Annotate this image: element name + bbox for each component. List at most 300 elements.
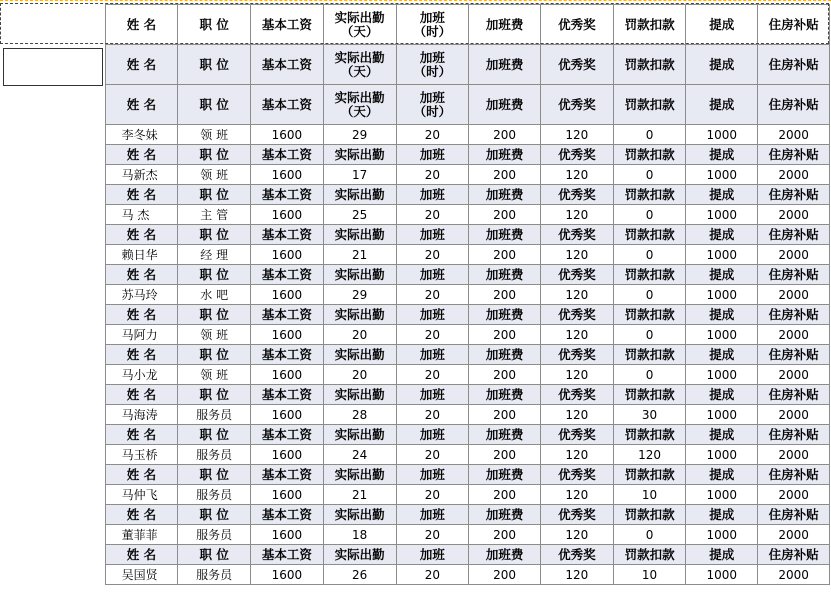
- header-cell[interactable]: 加班: [396, 425, 469, 445]
- header-cell[interactable]: 加班: [396, 145, 469, 165]
- header-cell[interactable]: 罚款扣款: [613, 145, 686, 165]
- header-cell[interactable]: 罚款扣款: [613, 5, 686, 45]
- data-cell[interactable]: 0: [613, 165, 686, 185]
- header-cell[interactable]: 职 位: [178, 505, 251, 525]
- data-cell[interactable]: 1000: [686, 245, 758, 265]
- header-cell[interactable]: 住房补贴: [758, 225, 830, 245]
- data-cell[interactable]: 18: [323, 525, 396, 545]
- employee-name-cell[interactable]: 吴国贤: [105, 565, 178, 585]
- header-cell[interactable]: 提成: [686, 465, 758, 485]
- data-cell[interactable]: 1000: [686, 485, 758, 505]
- row-gutter-cell[interactable]: [0, 265, 105, 285]
- data-cell[interactable]: 0: [613, 125, 686, 145]
- data-cell[interactable]: 1600: [251, 365, 324, 385]
- header-cell[interactable]: 提成: [686, 225, 758, 245]
- header-cell[interactable]: 姓 名: [105, 265, 178, 285]
- table-row: [0, 525, 830, 545]
- header-cell[interactable]: 职 位: [178, 225, 251, 245]
- row-gutter-cell[interactable]: [0, 425, 105, 445]
- header-cell[interactable]: 罚款扣款: [613, 185, 686, 205]
- data-cell[interactable]: 20: [396, 285, 469, 305]
- row-gutter-cell[interactable]: [0, 365, 105, 385]
- data-cell[interactable]: 200: [469, 565, 541, 585]
- header-cell[interactable]: 住房补贴: [758, 45, 830, 85]
- data-cell[interactable]: 1000: [686, 365, 758, 385]
- header-cell[interactable]: 优秀奖: [540, 5, 613, 45]
- header-cell[interactable]: 优秀奖: [540, 185, 613, 205]
- header-cell[interactable]: 优秀奖: [540, 45, 613, 85]
- data-cell[interactable]: 120: [613, 445, 686, 465]
- data-cell[interactable]: 0: [613, 285, 686, 305]
- header-cell[interactable]: 姓 名: [105, 85, 178, 125]
- data-cell[interactable]: 1000: [686, 565, 758, 585]
- header-row: [0, 5, 830, 45]
- header-cell[interactable]: 实际出勤: [323, 185, 396, 205]
- header-cell[interactable]: 实际出勤: [323, 225, 396, 245]
- data-cell[interactable]: 2000: [758, 325, 830, 345]
- data-cell[interactable]: 120: [540, 365, 613, 385]
- header-cell[interactable]: 职 位: [178, 45, 251, 85]
- data-cell[interactable]: 120: [540, 165, 613, 185]
- header-cell[interactable]: 基本工资: [251, 505, 324, 525]
- data-cell[interactable]: 17: [323, 165, 396, 185]
- header-cell[interactable]: 实际出勤 （天）: [323, 85, 396, 125]
- header-cell[interactable]: 实际出勤 （天）: [323, 45, 396, 85]
- header-cell[interactable]: 加班费: [469, 45, 541, 85]
- header-row: [0, 545, 830, 565]
- data-cell[interactable]: 26: [323, 565, 396, 585]
- header-cell[interactable]: 基本工资: [251, 45, 324, 85]
- header-cell[interactable]: 提成: [686, 45, 758, 85]
- header-row: [0, 505, 830, 525]
- data-cell[interactable]: 1600: [251, 565, 324, 585]
- data-cell[interactable]: 0: [613, 205, 686, 225]
- data-cell[interactable]: 20: [396, 365, 469, 385]
- data-cell[interactable]: 1600: [251, 125, 324, 145]
- data-cell[interactable]: 24: [323, 445, 396, 465]
- header-cell[interactable]: 加班: [396, 465, 469, 485]
- header-cell[interactable]: 住房补贴: [758, 305, 830, 325]
- header-cell[interactable]: 罚款扣款: [613, 265, 686, 285]
- header-row: [0, 45, 830, 85]
- header-cell[interactable]: 姓 名: [105, 145, 178, 165]
- data-cell[interactable]: 1600: [251, 245, 324, 265]
- header-cell[interactable]: 加班: [396, 305, 469, 325]
- data-cell[interactable]: 120: [540, 565, 613, 585]
- data-cell[interactable]: 1000: [686, 325, 758, 345]
- data-cell[interactable]: 200: [469, 165, 541, 185]
- data-cell[interactable]: 20: [396, 325, 469, 345]
- data-cell[interactable]: 200: [469, 325, 541, 345]
- employee-name-cell[interactable]: 马新杰: [105, 165, 178, 185]
- row-gutter-cell[interactable]: [0, 465, 105, 485]
- header-cell[interactable]: 优秀奖: [540, 85, 613, 125]
- data-cell[interactable]: 2000: [758, 125, 830, 145]
- header-cell[interactable]: 实际出勤: [323, 345, 396, 365]
- data-cell[interactable]: 1000: [686, 285, 758, 305]
- header-cell[interactable]: 罚款扣款: [613, 545, 686, 565]
- data-cell[interactable]: 1600: [251, 405, 324, 425]
- data-cell[interactable]: 1000: [686, 405, 758, 425]
- header-cell[interactable]: 基本工资: [251, 5, 324, 45]
- employee-name-cell[interactable]: 赖日华: [105, 245, 178, 265]
- header-cell[interactable]: 加班费: [469, 145, 541, 165]
- row-gutter-cell[interactable]: [0, 405, 105, 425]
- header-cell[interactable]: 姓 名: [105, 545, 178, 565]
- data-cell[interactable]: 200: [469, 125, 541, 145]
- data-cell[interactable]: 1600: [251, 205, 324, 225]
- header-cell[interactable]: 加班: [396, 505, 469, 525]
- header-cell[interactable]: 住房补贴: [758, 185, 830, 205]
- header-cell[interactable]: 职 位: [178, 85, 251, 125]
- employee-name-cell[interactable]: 马玉桥: [105, 445, 178, 465]
- data-cell[interactable]: 20: [323, 365, 396, 385]
- row-gutter-cell[interactable]: [0, 385, 105, 405]
- header-cell[interactable]: 基本工资: [251, 265, 324, 285]
- data-cell[interactable]: 2000: [758, 205, 830, 225]
- data-cell[interactable]: 120: [540, 125, 613, 145]
- row-gutter-cell[interactable]: [0, 225, 105, 245]
- row-gutter-cell[interactable]: [0, 125, 105, 145]
- data-cell[interactable]: 200: [469, 525, 541, 545]
- selected-cell-box[interactable]: [3, 48, 103, 86]
- header-row: [0, 265, 830, 285]
- table-row: [0, 565, 830, 585]
- header-cell[interactable]: 加班: [396, 345, 469, 365]
- row-gutter-cell[interactable]: [0, 545, 105, 565]
- header-cell[interactable]: 职 位: [178, 465, 251, 485]
- data-cell[interactable]: 服务员: [178, 565, 251, 585]
- row-gutter-cell[interactable]: [0, 5, 105, 45]
- data-cell[interactable]: 领 班: [178, 165, 251, 185]
- header-cell[interactable]: 加班: [396, 185, 469, 205]
- row-gutter-cell[interactable]: [0, 325, 105, 345]
- data-cell[interactable]: 120: [540, 525, 613, 545]
- header-cell[interactable]: 基本工资: [251, 305, 324, 325]
- data-cell[interactable]: 1600: [251, 325, 324, 345]
- header-cell[interactable]: 实际出勤: [323, 385, 396, 405]
- header-cell[interactable]: 实际出勤: [323, 545, 396, 565]
- data-cell[interactable]: 服务员: [178, 525, 251, 545]
- header-cell[interactable]: 罚款扣款: [613, 385, 686, 405]
- header-cell[interactable]: 加班费: [469, 225, 541, 245]
- spreadsheet-grid: [0, 4, 830, 585]
- header-cell[interactable]: 姓 名: [105, 385, 178, 405]
- row-gutter-cell[interactable]: [0, 245, 105, 265]
- data-cell[interactable]: 1000: [686, 165, 758, 185]
- header-cell[interactable]: 住房补贴: [758, 265, 830, 285]
- employee-name-cell[interactable]: 李冬妹: [105, 125, 178, 145]
- header-cell[interactable]: 姓 名: [105, 45, 178, 85]
- header-cell[interactable]: 实际出勤: [323, 305, 396, 325]
- header-cell[interactable]: 住房补贴: [758, 145, 830, 165]
- data-cell[interactable]: 120: [540, 485, 613, 505]
- row-gutter-cell[interactable]: [0, 445, 105, 465]
- data-cell[interactable]: 0: [613, 325, 686, 345]
- data-cell[interactable]: 200: [469, 285, 541, 305]
- header-cell[interactable]: 优秀奖: [540, 385, 613, 405]
- data-cell[interactable]: 2000: [758, 525, 830, 545]
- header-cell[interactable]: 加班费: [469, 265, 541, 285]
- header-cell[interactable]: 职 位: [178, 5, 251, 45]
- data-cell[interactable]: 25: [323, 205, 396, 225]
- row-gutter-cell[interactable]: [0, 85, 105, 125]
- data-cell[interactable]: 20: [396, 485, 469, 505]
- table-row: [0, 445, 830, 465]
- data-cell[interactable]: 20: [396, 125, 469, 145]
- data-cell[interactable]: 120: [540, 205, 613, 225]
- header-cell[interactable]: 优秀奖: [540, 505, 613, 525]
- header-cell[interactable]: 姓 名: [105, 185, 178, 205]
- row-gutter-cell[interactable]: [0, 285, 105, 305]
- data-cell[interactable]: 20: [323, 325, 396, 345]
- data-cell[interactable]: 10: [613, 565, 686, 585]
- header-cell[interactable]: 基本工资: [251, 545, 324, 565]
- header-cell[interactable]: 加班费: [469, 345, 541, 365]
- data-cell[interactable]: 1600: [251, 165, 324, 185]
- header-cell[interactable]: 姓 名: [105, 465, 178, 485]
- header-cell[interactable]: 优秀奖: [540, 465, 613, 485]
- data-cell[interactable]: 1600: [251, 485, 324, 505]
- header-cell[interactable]: 提成: [686, 425, 758, 445]
- data-cell[interactable]: 1600: [251, 525, 324, 545]
- data-cell[interactable]: 200: [469, 405, 541, 425]
- header-cell[interactable]: 住房补贴: [758, 5, 830, 45]
- header-cell[interactable]: 加班费: [469, 545, 541, 565]
- header-cell[interactable]: 提成: [686, 5, 758, 45]
- data-cell[interactable]: 29: [323, 125, 396, 145]
- header-cell[interactable]: 基本工资: [251, 465, 324, 485]
- header-cell[interactable]: 提成: [686, 385, 758, 405]
- data-cell[interactable]: 0: [613, 245, 686, 265]
- header-cell[interactable]: 加班: [396, 545, 469, 565]
- header-cell[interactable]: 职 位: [178, 425, 251, 445]
- header-row: [0, 345, 830, 365]
- table-row: [0, 485, 830, 505]
- header-cell[interactable]: 姓 名: [105, 345, 178, 365]
- header-cell[interactable]: 住房补贴: [758, 385, 830, 405]
- table-row: [0, 245, 830, 265]
- data-cell[interactable]: 2000: [758, 445, 830, 465]
- data-cell[interactable]: 21: [323, 245, 396, 265]
- header-cell[interactable]: 姓 名: [105, 305, 178, 325]
- header-cell[interactable]: 提成: [686, 265, 758, 285]
- header-cell[interactable]: 基本工资: [251, 345, 324, 365]
- header-cell[interactable]: 职 位: [178, 265, 251, 285]
- header-cell[interactable]: 基本工资: [251, 185, 324, 205]
- data-cell[interactable]: 29: [323, 285, 396, 305]
- header-cell[interactable]: 加班: [396, 225, 469, 245]
- header-cell[interactable]: 实际出勤: [323, 265, 396, 285]
- header-cell[interactable]: 实际出勤: [323, 145, 396, 165]
- header-cell[interactable]: 职 位: [178, 145, 251, 165]
- header-cell[interactable]: 提成: [686, 145, 758, 165]
- row-gutter-cell[interactable]: [0, 525, 105, 545]
- data-cell[interactable]: 10: [613, 485, 686, 505]
- data-cell[interactable]: 2000: [758, 565, 830, 585]
- header-cell[interactable]: 实际出勤: [323, 505, 396, 525]
- row-gutter-cell[interactable]: [0, 345, 105, 365]
- header-cell[interactable]: 加班 （时）: [396, 5, 469, 45]
- header-cell[interactable]: 优秀奖: [540, 425, 613, 445]
- header-cell[interactable]: 提成: [686, 185, 758, 205]
- data-cell[interactable]: 1600: [251, 445, 324, 465]
- data-cell[interactable]: 30: [613, 405, 686, 425]
- header-cell[interactable]: 优秀奖: [540, 305, 613, 325]
- header-cell[interactable]: 加班费: [469, 505, 541, 525]
- employee-name-cell[interactable]: 马仲飞: [105, 485, 178, 505]
- header-cell[interactable]: 加班: [396, 385, 469, 405]
- header-cell[interactable]: 加班费: [469, 185, 541, 205]
- row-gutter-cell[interactable]: [0, 305, 105, 325]
- header-cell[interactable]: 住房补贴: [758, 465, 830, 485]
- row-gutter-cell[interactable]: [0, 205, 105, 225]
- data-cell[interactable]: 领 班: [178, 125, 251, 145]
- data-cell[interactable]: 200: [469, 205, 541, 225]
- header-cell[interactable]: 职 位: [178, 545, 251, 565]
- row-gutter-cell[interactable]: [0, 485, 105, 505]
- data-cell[interactable]: 2000: [758, 285, 830, 305]
- employee-name-cell[interactable]: 马海涛: [105, 405, 178, 425]
- data-cell[interactable]: 21: [323, 485, 396, 505]
- header-cell[interactable]: 基本工资: [251, 225, 324, 245]
- header-cell[interactable]: 姓 名: [105, 505, 178, 525]
- header-cell[interactable]: 加班费: [469, 385, 541, 405]
- header-cell[interactable]: 罚款扣款: [613, 45, 686, 85]
- header-cell[interactable]: 罚款扣款: [613, 425, 686, 445]
- header-cell[interactable]: 实际出勤: [323, 425, 396, 445]
- header-cell[interactable]: 基本工资: [251, 425, 324, 445]
- header-cell[interactable]: 职 位: [178, 345, 251, 365]
- data-cell[interactable]: 120: [540, 325, 613, 345]
- header-cell[interactable]: 罚款扣款: [613, 85, 686, 125]
- data-cell[interactable]: 20: [396, 565, 469, 585]
- header-cell[interactable]: 职 位: [178, 185, 251, 205]
- header-cell[interactable]: 提成: [686, 505, 758, 525]
- header-cell[interactable]: 加班费: [469, 305, 541, 325]
- data-cell[interactable]: 200: [469, 445, 541, 465]
- header-cell[interactable]: 姓 名: [105, 225, 178, 245]
- header-cell[interactable]: 基本工资: [251, 85, 324, 125]
- header-cell[interactable]: 实际出勤 （天）: [323, 5, 396, 45]
- header-cell[interactable]: 加班 （时）: [396, 85, 469, 125]
- header-cell[interactable]: 加班费: [469, 425, 541, 445]
- data-cell[interactable]: 领 班: [178, 365, 251, 385]
- header-cell[interactable]: 职 位: [178, 305, 251, 325]
- data-cell[interactable]: 2000: [758, 165, 830, 185]
- employee-name-cell[interactable]: 苏马玲: [105, 285, 178, 305]
- data-cell[interactable]: 20: [396, 165, 469, 185]
- header-cell[interactable]: 住房补贴: [758, 545, 830, 565]
- data-cell[interactable]: 1000: [686, 525, 758, 545]
- header-cell[interactable]: 加班 （时）: [396, 45, 469, 85]
- data-cell[interactable]: 2000: [758, 365, 830, 385]
- header-cell[interactable]: 优秀奖: [540, 345, 613, 365]
- data-cell[interactable]: 120: [540, 245, 613, 265]
- header-cell[interactable]: 罚款扣款: [613, 505, 686, 525]
- data-cell[interactable]: 服务员: [178, 405, 251, 425]
- data-cell[interactable]: 领 班: [178, 325, 251, 345]
- row-gutter-cell[interactable]: [0, 165, 105, 185]
- data-cell[interactable]: 20: [396, 445, 469, 465]
- header-cell[interactable]: 加班: [396, 265, 469, 285]
- data-cell[interactable]: 服务员: [178, 485, 251, 505]
- header-row: [0, 145, 830, 165]
- data-cell[interactable]: 20: [396, 525, 469, 545]
- data-cell[interactable]: 1000: [686, 125, 758, 145]
- data-cell[interactable]: 0: [613, 365, 686, 385]
- header-cell[interactable]: 优秀奖: [540, 265, 613, 285]
- header-cell[interactable]: 罚款扣款: [613, 345, 686, 365]
- row-gutter-cell[interactable]: [0, 145, 105, 165]
- header-cell[interactable]: 优秀奖: [540, 225, 613, 245]
- header-cell[interactable]: 罚款扣款: [613, 465, 686, 485]
- header-row: [0, 385, 830, 405]
- data-cell[interactable]: 1000: [686, 205, 758, 225]
- header-cell[interactable]: 住房补贴: [758, 345, 830, 365]
- header-cell[interactable]: 基本工资: [251, 385, 324, 405]
- header-cell[interactable]: 姓 名: [105, 425, 178, 445]
- header-cell[interactable]: 罚款扣款: [613, 225, 686, 245]
- row-gutter-cell[interactable]: [0, 505, 105, 525]
- header-cell[interactable]: 职 位: [178, 385, 251, 405]
- header-cell[interactable]: 实际出勤: [323, 465, 396, 485]
- data-cell[interactable]: 120: [540, 445, 613, 465]
- header-cell[interactable]: 住房补贴: [758, 505, 830, 525]
- data-cell[interactable]: 200: [469, 245, 541, 265]
- data-cell[interactable]: 20: [396, 405, 469, 425]
- header-cell[interactable]: 住房补贴: [758, 85, 830, 125]
- data-cell[interactable]: 20: [396, 245, 469, 265]
- header-cell[interactable]: 罚款扣款: [613, 305, 686, 325]
- header-cell[interactable]: 优秀奖: [540, 545, 613, 565]
- header-cell[interactable]: 加班费: [469, 5, 541, 45]
- row-gutter-cell[interactable]: [0, 185, 105, 205]
- header-cell[interactable]: 提成: [686, 305, 758, 325]
- header-cell[interactable]: 加班费: [469, 85, 541, 125]
- data-cell[interactable]: 200: [469, 485, 541, 505]
- data-cell[interactable]: 1000: [686, 445, 758, 465]
- header-cell[interactable]: 优秀奖: [540, 145, 613, 165]
- data-cell[interactable]: 水 吧: [178, 285, 251, 305]
- data-cell[interactable]: 2000: [758, 485, 830, 505]
- data-cell[interactable]: 2000: [758, 245, 830, 265]
- data-cell[interactable]: 0: [613, 525, 686, 545]
- header-cell[interactable]: 提成: [686, 345, 758, 365]
- data-cell[interactable]: 服务员: [178, 445, 251, 465]
- header-cell[interactable]: 住房补贴: [758, 425, 830, 445]
- data-cell[interactable]: 200: [469, 365, 541, 385]
- header-cell[interactable]: 加班费: [469, 465, 541, 485]
- header-cell[interactable]: 基本工资: [251, 145, 324, 165]
- data-cell[interactable]: 120: [540, 285, 613, 305]
- data-cell[interactable]: 经 理: [178, 245, 251, 265]
- data-cell[interactable]: 120: [540, 405, 613, 425]
- employee-name-cell[interactable]: 马阿力: [105, 325, 178, 345]
- data-cell[interactable]: 28: [323, 405, 396, 425]
- data-cell[interactable]: 2000: [758, 405, 830, 425]
- data-cell[interactable]: 20: [396, 205, 469, 225]
- employee-name-cell[interactable]: 董菲菲: [105, 525, 178, 545]
- employee-name-cell[interactable]: 马 杰: [105, 205, 178, 225]
- header-cell[interactable]: 提成: [686, 545, 758, 565]
- employee-name-cell[interactable]: 马小龙: [105, 365, 178, 385]
- data-cell[interactable]: 主 管: [178, 205, 251, 225]
- header-cell[interactable]: 提成: [686, 85, 758, 125]
- data-cell[interactable]: 1600: [251, 285, 324, 305]
- row-gutter-cell[interactable]: [0, 565, 105, 585]
- header-cell[interactable]: 姓 名: [105, 5, 178, 45]
